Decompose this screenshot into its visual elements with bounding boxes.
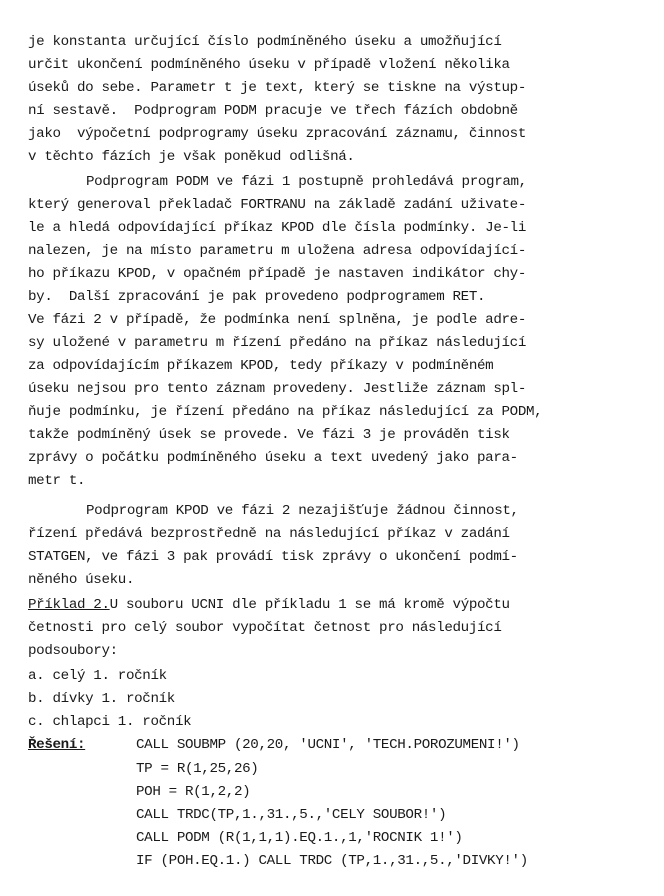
- text-line: STATGEN, ve fázi 3 pak provádí tisk zprávy o ukončení podmí-: [28, 549, 518, 565]
- solution-label: Řešení:: [28, 737, 86, 753]
- text-line: zprávy o počátku podmíněného úseku a text uvedený jako para-: [28, 450, 518, 466]
- text-line: by. Další zpracování je pak provedeno podprogramem RET.: [28, 289, 486, 305]
- text-line: ňuje podmínku, je řízení předáno na příkaz následující za PODM,: [28, 404, 543, 420]
- text-line: ní sestavě. Podprogram PODM pracuje ve třech fázích obdobně: [28, 103, 518, 119]
- text-line: určit ukončení podmíněného úseku v případě vložení několika: [28, 57, 510, 73]
- example-heading: [28, 597, 510, 614]
- text-line: úseku nejsou pro tento záznam provedeny. Jestliže záznam spl-: [28, 381, 526, 397]
- text-line: podsoubory:: [28, 643, 118, 659]
- text-line: takže podmíněný úsek se provede. Ve fázi 3 je prováděn tisk: [28, 427, 510, 443]
- code-line: CALL SOUBMP (20,20, 'UCNI', 'TECH.POROZUMENI!'): [136, 737, 520, 753]
- list-item: c. chlapci 1. ročník: [28, 714, 192, 730]
- code-line: CALL PODM (R(1,1,1).EQ.1.,1,'ROCNIK 1!'): [136, 830, 463, 846]
- text-line: je konstanta určující číslo podmíněného úseku a umožňující: [28, 34, 502, 50]
- text-line: le a hledá odpovídající příkaz KPOD dle čísla podmínky. Je-li: [28, 220, 526, 236]
- text-line: sy uložené v parametru m řízení předáno na příkaz následující: [28, 335, 526, 351]
- text-line: četnosti pro celý soubor vypočítat četnost pro následující: [28, 620, 502, 636]
- code-line: TP = R(1,25,26): [136, 761, 259, 777]
- code-line: POH = R(1,2,2): [136, 784, 251, 800]
- text-line: za odpovídajícím příkazem KPOD, tedy příkazy v podmíněném: [28, 358, 494, 374]
- text-line: v těchto fázích je však poněkud odlišná.: [28, 149, 355, 165]
- text-line: úseků do sebe. Parametr t je text, který se tiskne na výstup-: [28, 80, 526, 96]
- text-line: řízení předává bezprostředně na následující příkaz v zadání: [28, 526, 510, 542]
- example-label: Příklad 2.: [28, 597, 110, 613]
- text-line: ho příkazu KPOD, v opačném případě je nastaven indikátor chy-: [28, 266, 526, 282]
- example-intro: U souboru UCNI dle příkladu 1 se má kromě výpočtu: [109, 597, 510, 613]
- code-line: IF (POH.EQ.1.) CALL TRDC (TP,1.,31.,5.,'DIVKY!'): [136, 853, 528, 869]
- list-item: a. celý 1. ročník: [28, 668, 167, 684]
- text-line: nalezen, je na místo parametru m uložena adresa odpovídající-: [28, 243, 526, 259]
- list-item: b. dívky 1. ročník: [28, 691, 175, 707]
- text-line: metr t.: [28, 473, 86, 489]
- text-line: Ve fázi 2 v případě, že podmínka není splněna, je podle adre-: [28, 312, 526, 328]
- text-line: který generoval překladač FORTRANU na základě zadání uživate-: [28, 197, 526, 213]
- text-line: Podprogram PODM ve fázi 1 postupně prohledává program,: [86, 174, 527, 190]
- code-line: CALL TRDC(TP,1.,31.,5.,'CELY SOUBOR!'): [136, 807, 447, 823]
- text-line: jako výpočetní podprogramy úseku zpracování záznamu, činnost: [28, 126, 526, 142]
- text-line: něného úseku.: [28, 572, 135, 588]
- text-line: Podprogram KPOD ve fázi 2 nezajišťuje žádnou činnost,: [86, 503, 519, 519]
